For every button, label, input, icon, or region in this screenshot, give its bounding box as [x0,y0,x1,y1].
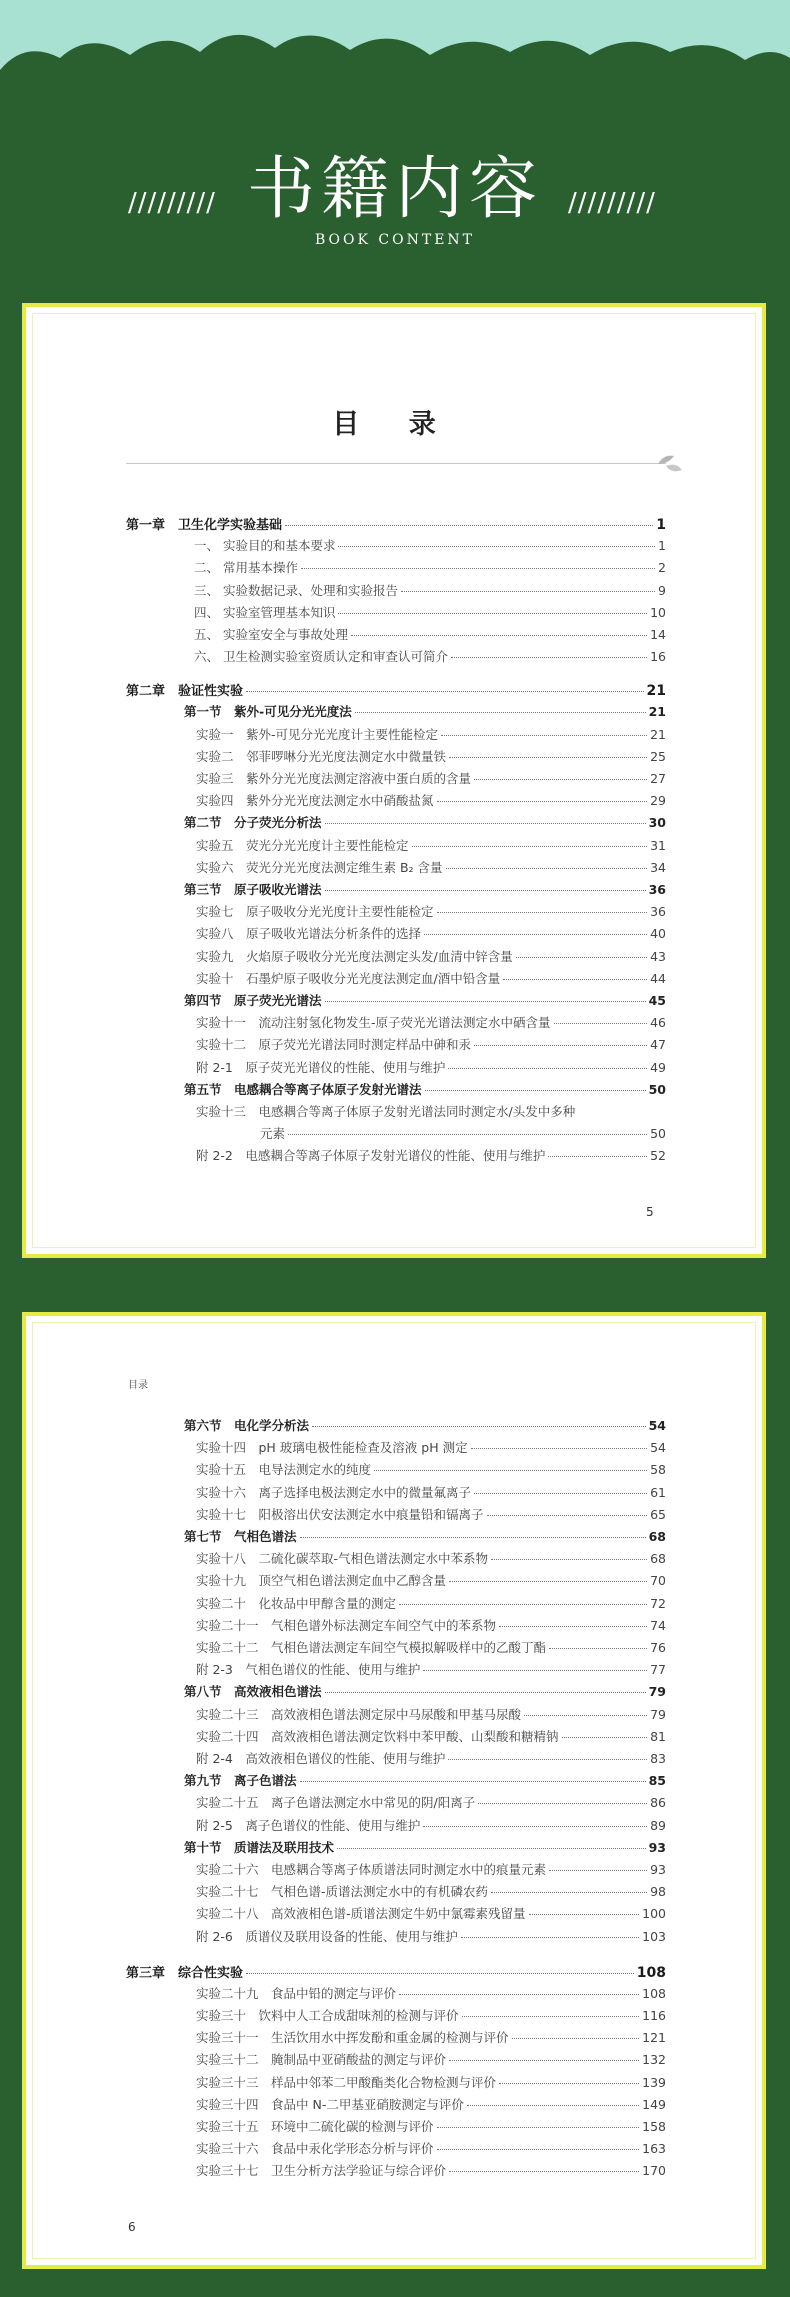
toc-entry-label: 实验十二 原子荧光光谱法同时测定样品中砷和汞 [196,1037,472,1053]
toc-entry-label: 实验二十四 高效液相色谱法测定饮料中苯甲酸、山梨酸和糖精钠 [196,1728,559,1744]
toc-entry-label: 实验十一 流动注射氢化物发生-原子荧光光谱法测定水中硒含量 [196,1015,551,1031]
toc-entry-row [196,902,666,920]
toc-entry-label: 实验十七 阳极溶出伏安法测定水中痕量铅和镉离子 [196,1506,484,1522]
toc-entry-label: 实验十五 电导法测定水的纯度 [196,1462,372,1478]
toc-page-number: 116 [642,2008,666,2023]
toc-page-number: 49 [650,1059,666,1075]
toc-page-number: 139 [642,2074,666,2090]
dot-leader [423,1826,647,1827]
dot-leader [399,1994,639,1995]
toc-entry-label: 实验二十二 气相色谱法测定车间空气模拟解吸样中的乙酸丁酯 [196,1640,547,1655]
toc-entry-label: 第三节 原子吸收光谱法 [184,882,322,897]
dot-leader [554,1023,648,1024]
toc-section-row [184,991,666,1009]
toc-page-number: 86 [650,1795,666,1811]
toc-entry-row [196,1749,666,1767]
dot-leader [338,546,655,547]
toc-entry-label: 实验十六 离子选择电极法测定水中的微量氟离子 [196,1484,472,1500]
dot-leader [246,691,644,692]
dot-leader [288,1134,647,1135]
dot-leader [441,735,647,736]
dot-leader [487,1515,648,1516]
dot-leader [325,1692,646,1693]
toc-page-number: 108 [642,1985,666,2001]
toc-entry-row [196,1146,666,1164]
toc-entry-label: 实验三十一 生活饮用水中挥发酚和重金属的检测与评价 [196,2030,509,2046]
toc-entry-label: 第二节 分子荧光分析法 [184,815,322,831]
dot-leader [461,1937,639,1938]
dot-leader [471,1448,648,1449]
dot-leader [412,846,648,847]
toc-page-number: 68 [648,1529,666,1544]
toc-entry-row [196,1102,666,1120]
toc-entry-label: 实验三十四 食品中 N-二甲基亚硝胺测定与评价 [196,2096,464,2112]
dot-leader [512,2038,640,2039]
toc-entry-label: 实验二十五 离子色谱法测定水中常见的阴/阳离子 [196,1795,476,1811]
toc-entry-label: 实验一 紫外-可见分光光度计主要性能检定 [196,726,439,742]
toc-entry-row [196,2006,666,2024]
toc-entry-row [196,1460,666,1478]
toc-page-number: 65 [650,1506,666,1522]
toc-page-number: 54 [648,1418,666,1433]
toc-entry-row [196,1571,666,1589]
toc-entry-row [194,625,666,643]
toc-page-number: 93 [648,1839,666,1855]
dot-leader [399,1604,647,1605]
toc-section-row [184,880,666,898]
toc-entry-label: 实验三十五 环境中二硫化碳的检测与评价 [196,2119,434,2134]
dot-leader [325,890,646,891]
toc-section-row [184,1527,666,1545]
toc-entry-label: 实验二十六 电感耦合等离子体质谱法同时测定水中的痕量元素 [196,1862,547,1877]
toc-entry-label: 附 2-1 原子荧光光谱仪的性能、使用与维护 [196,1059,446,1075]
toc-page-number: 158 [642,2119,666,2134]
toc-entry-row [194,536,666,554]
leaf-icon [654,450,684,478]
toc-entry-row [196,1727,666,1745]
dot-leader [337,1848,646,1849]
dot-leader [491,1892,647,1893]
dot-leader [499,1626,647,1627]
toc-page-number: 79 [650,1706,666,1722]
toc-page-number: 36 [650,904,666,920]
toc-page-number: 31 [650,837,666,853]
dot-leader [499,2083,639,2084]
dot-leader [325,823,646,824]
dot-leader [325,1001,646,1002]
toc-entry-label: 第三章 综合性实验 [126,1965,244,1981]
toc-page-number: 50 [648,1081,666,1097]
toc-page-number: 16 [650,649,666,665]
toc-page-number: 68 [650,1551,666,1567]
toc-entry-label: 实验二十九 食品中铅的测定与评价 [196,1985,397,2001]
toc-page-number: 43 [650,948,666,964]
toc-entry-label: 第六节 电化学分析法 [184,1418,310,1433]
toc-page-number: 34 [650,859,666,875]
toc-page-number: 83 [650,1751,666,1766]
toc-entry-label: 实验十 石墨炉原子吸收分光光度法测定血/酒中铅含量 [196,970,501,986]
toc-entry-row [194,603,666,621]
dot-leader [424,934,647,935]
toc-entry-row [196,1705,666,1723]
toc-entry-row [196,2139,666,2157]
toc-page-number: 72 [650,1595,666,1611]
toc-page-number: 98 [650,1884,666,1900]
toc-entry-label: 实验十九 顶空气相色谱法测定血中乙醇含量 [196,1573,447,1589]
toc-entry-row [194,581,666,599]
toc-page-number: 25 [650,748,666,764]
toc-page-number: 2 [658,560,666,576]
toc-entry-label: 实验二十三 高效液相色谱法测定尿中马尿酸和甲基马尿酸 [196,1706,522,1722]
dot-leader [451,657,647,658]
dot-leader [437,2149,640,2150]
toc-entry-label: 实验十四 pH 玻璃电极性能检查及溶液 pH 测定 [196,1440,468,1456]
toc-entry-row [196,1638,666,1656]
toc-page-number: 21 [646,683,666,700]
toc-page-number: 45 [648,993,666,1008]
toc-page-number: 21 [650,726,666,742]
toc-entry-row [196,1035,666,1053]
dot-leader [467,2105,639,2106]
hero-subtitle: BOOK CONTENT [315,232,475,248]
dot-leader [338,613,647,614]
toc-entry-row [194,647,666,665]
toc-entry-label: 第一章 卫生化学实验基础 [126,518,283,533]
toc-entry-row [196,791,666,809]
toc-entry-label: 实验十三 电感耦合等离子体原子发射光谱法同时测定水/头发中多种 [196,1104,576,1119]
dot-leader [423,1670,647,1671]
dot-leader [478,1803,647,1804]
toc-entry-row [196,924,666,942]
toc-page-number: 163 [642,2141,666,2157]
title-rule [126,463,666,464]
toc-page-number: 81 [650,1728,666,1744]
toc-entry-label: 附 2-2 电感耦合等离子体原子发射光谱仪的性能、使用与维护 [196,1148,546,1164]
toc-page-number: 170 [642,2163,666,2179]
dot-leader [446,868,648,869]
dot-leader [401,591,655,592]
dot-leader [300,1537,646,1538]
toc-page-number: 58 [650,1462,666,1478]
toc-section-row [184,1771,666,1789]
toc-entry-row [196,1816,666,1834]
toc-entry-label: 元素 [260,1126,286,1142]
dot-leader [474,1493,647,1494]
toc-entry-row [196,2161,666,2179]
dot-leader [548,1156,647,1157]
toc-entry-row [196,947,666,965]
toc-entry-label: 实验三十七 卫生分析方法学验证与综合评价 [196,2163,447,2179]
toc-entry-label: 附 2-3 气相色谱仪的性能、使用与维护 [196,1662,421,1678]
toc-entry-label: 第二章 验证性实验 [126,684,244,700]
toc-page-number: 21 [648,704,666,720]
toc-section-row [184,1682,666,1700]
scalloped-border [0,0,790,110]
toc-entry-row [196,1882,666,1900]
toc-entry-row [196,2028,666,2046]
toc-entry-label: 实验三十三 样品中邻苯二甲酸酯类化合物检测与评价 [196,2074,497,2090]
toc-page-number: 61 [650,1484,666,1500]
hero-title: 书籍内容 [246,150,543,229]
toc-page-number: 93 [650,1862,666,1877]
toc-entry-row [260,1124,666,1142]
toc-entry-label: 二、 常用基本操作 [194,560,298,576]
toc-page-number: 44 [650,970,666,986]
toc-page-number: 70 [650,1573,666,1589]
toc-entry-label: 第一节 紫外-可见分光光度法 [184,704,352,720]
toc-entry-label: 附 2-6 质谱仪及联用设备的性能、使用与维护 [196,1928,458,1944]
toc-page-number: 40 [650,926,666,942]
toc-entry-row [196,1860,666,1878]
toc-page-number: 149 [642,2096,666,2112]
toc-page-number: 74 [650,1617,666,1633]
toc-entry-row [196,747,666,765]
toc-page-number: 46 [650,1015,666,1031]
toc-chapter-row [126,514,666,533]
toc-entry-row [196,1984,666,2002]
page-number: 6 [128,2220,136,2234]
toc-entry-label: 实验十八 二硫化碳萃取-气相色谱法测定水中苯系物 [196,1551,489,1567]
dot-leader [437,2127,640,2128]
toc-entry-label: 实验八 原子吸收光谱法分析条件的选择 [196,926,422,942]
dot-leader [449,2171,639,2172]
toc-page-number: 50 [650,1126,666,1142]
toc-entry-label: 四、 实验室管理基本知识 [194,604,336,620]
toc-entry-label: 实验三十 饮料中人工合成甜味剂的检测与评价 [196,2008,459,2023]
toc-section-row [184,1416,666,1434]
toc-entry-label: 实验五 荧光分光光度计主要性能检定 [196,837,409,853]
toc-entry-label: 实验二 邻菲啰啉分光光度法测定水中微量铁 [196,748,447,764]
toc-section-row [184,702,666,720]
page-number: 5 [646,1205,654,1219]
toc-section-row [184,1838,666,1856]
toc-entry-row [196,1549,666,1567]
dot-leader [301,568,655,569]
dot-leader [448,1068,647,1069]
dot-leader [516,957,647,958]
dot-leader [449,757,647,758]
toc-page-number: 30 [648,815,666,831]
toc-entry-row [196,836,666,854]
toc-page-number: 79 [648,1684,666,1700]
toc-entry-row [196,1904,666,1922]
toc-entry-label: 实验三 紫外分光光度法测定溶液中蛋白质的含量 [196,771,472,786]
toc-entry-label: 第五节 电感耦合等离子体原子发射光谱法 [184,1081,422,1097]
toc-page-number: 1 [656,517,666,533]
dot-leader [312,1426,646,1427]
toc-page-number: 14 [650,627,666,642]
toc-page-number: 132 [642,2052,666,2068]
dot-leader [529,1914,640,1915]
toc-entry-label: 第十节 质谱法及联用技术 [184,1839,335,1855]
toc-page-number: 85 [648,1773,666,1789]
toc-page-number: 10 [650,604,666,620]
toc-entry-label: 第八节 高效液相色谱法 [184,1684,322,1700]
toc-entry-label: 附 2-4 高效液相色谱仪的性能、使用与维护 [196,1751,446,1766]
toc-entry-label: 实验二十七 气相色谱-质谱法测定水中的有机磷农药 [196,1884,489,1900]
dot-leader [474,1045,647,1046]
toc-page-number: 76 [650,1640,666,1655]
dot-leader [351,635,647,636]
toc-entry-row [196,1616,666,1634]
dot-leader [491,1559,647,1560]
toc-entry-label: 五、 实验室安全与事故处理 [194,627,348,642]
toc-entry-row [196,1927,666,1945]
running-header: 目录 [128,1380,148,1391]
toc-entry-label: 三、 实验数据记录、处理和实验报告 [194,582,398,598]
toc-page-number: 27 [650,771,666,786]
toc-entry-row [196,2073,666,2091]
dot-leader [474,779,647,780]
toc-section-row [184,813,666,831]
toc-entry-row [196,1660,666,1678]
toc-page-number: 9 [658,582,666,598]
toc-page-number: 121 [642,2030,666,2046]
toc-entry-label: 实验三十六 食品中汞化学形态分析与评价 [196,2141,434,2157]
dot-leader [449,2060,639,2061]
toc-entry-label: 实验七 原子吸收分光光度计主要性能检定 [196,904,434,920]
dot-leader [437,912,648,913]
toc-entry-row [196,1594,666,1612]
toc-page-number: 103 [642,1928,666,1944]
toc-page-number: 89 [650,1817,666,1833]
dot-leader [425,1090,646,1091]
toc-chapter-row [126,680,666,699]
toc-entry-label: 第九节 离子色谱法 [184,1773,297,1789]
dot-leader [374,1470,647,1471]
toc-entry-row [196,969,666,987]
toc-page-number: 47 [650,1037,666,1053]
toc-entry-label: 第七节 气相色谱法 [184,1529,297,1544]
toc-title: 目 录 [332,409,456,440]
toc-entry-row [196,2117,666,2135]
toc-entry-label: 实验二十 化妆品中甲醇含量的测定 [196,1595,397,1611]
dot-leader [503,979,647,980]
dot-leader [449,1581,647,1582]
toc-entry-label: 实验四 紫外分光光度法测定水中硝酸盐氮 [196,793,434,809]
toc-page-number: 108 [636,1964,666,1981]
dot-leader [437,801,648,802]
toc-entry-row [196,1058,666,1076]
toc-page-number: 54 [650,1440,666,1456]
toc-entry-label: 附 2-5 离子色谱仪的性能、使用与维护 [196,1817,421,1833]
toc-page-number: 36 [648,882,666,897]
toc-page-1 [22,303,766,1258]
toc-entry-row [196,725,666,743]
toc-entry-row [196,2095,666,2113]
dot-leader [549,1648,647,1649]
dot-leader [300,1781,646,1782]
toc-entry-label: 一、 实验目的和基本要求 [194,538,336,554]
dot-leader [524,1715,647,1716]
toc-page-number: 29 [650,793,666,809]
dot-leader [246,1973,634,1974]
toc-entry-label: 实验九 火焰原子吸收分光光度法测定头发/血清中锌含量 [196,948,513,964]
toc-page-number: 100 [642,1906,666,1922]
toc-page-number: 1 [658,538,666,554]
toc-page-number: 52 [650,1148,666,1164]
dot-leader [355,712,646,713]
toc-entry-row [196,2050,666,2068]
hero-slashes-left: ///////// [128,188,216,218]
toc-entry-row [196,1483,666,1501]
toc-entry-label: 实验二十八 高效液相色谱-质谱法测定牛奶中氯霉素残留量 [196,1906,526,1922]
toc-entry-row [196,1505,666,1523]
toc-chapter-row [126,1962,666,1981]
hero [0,150,790,248]
toc-section-row [184,1080,666,1098]
toc-entry-label: 第四节 原子荧光光谱法 [184,993,322,1008]
dot-leader [285,525,653,526]
toc-entry-label: 实验三十二 腌制品中亚硝酸盐的测定与评价 [196,2052,447,2068]
dot-leader [448,1759,647,1760]
hero-slashes-right: ///////// [568,188,656,218]
toc-entry-row [196,1013,666,1031]
toc-entry-label: 实验六 荧光分光光度法测定维生素 B₂ 含量 [196,859,443,875]
toc-page-2 [22,1312,766,2269]
toc-page-number: 77 [650,1662,666,1678]
toc-entry-row [196,769,666,787]
toc-entry-row [196,1438,666,1456]
dot-leader [549,1870,647,1871]
toc-entry-row [194,558,666,576]
toc-entry-label: 实验二十一 气相色谱外标法测定车间空气中的苯系物 [196,1617,497,1633]
dot-leader [562,1737,648,1738]
dot-leader [462,2016,640,2017]
toc-entry-label: 六、 卫生检测实验室资质认定和审查认可简介 [194,649,448,665]
toc-entry-row [196,1793,666,1811]
toc-entry-row [196,858,666,876]
